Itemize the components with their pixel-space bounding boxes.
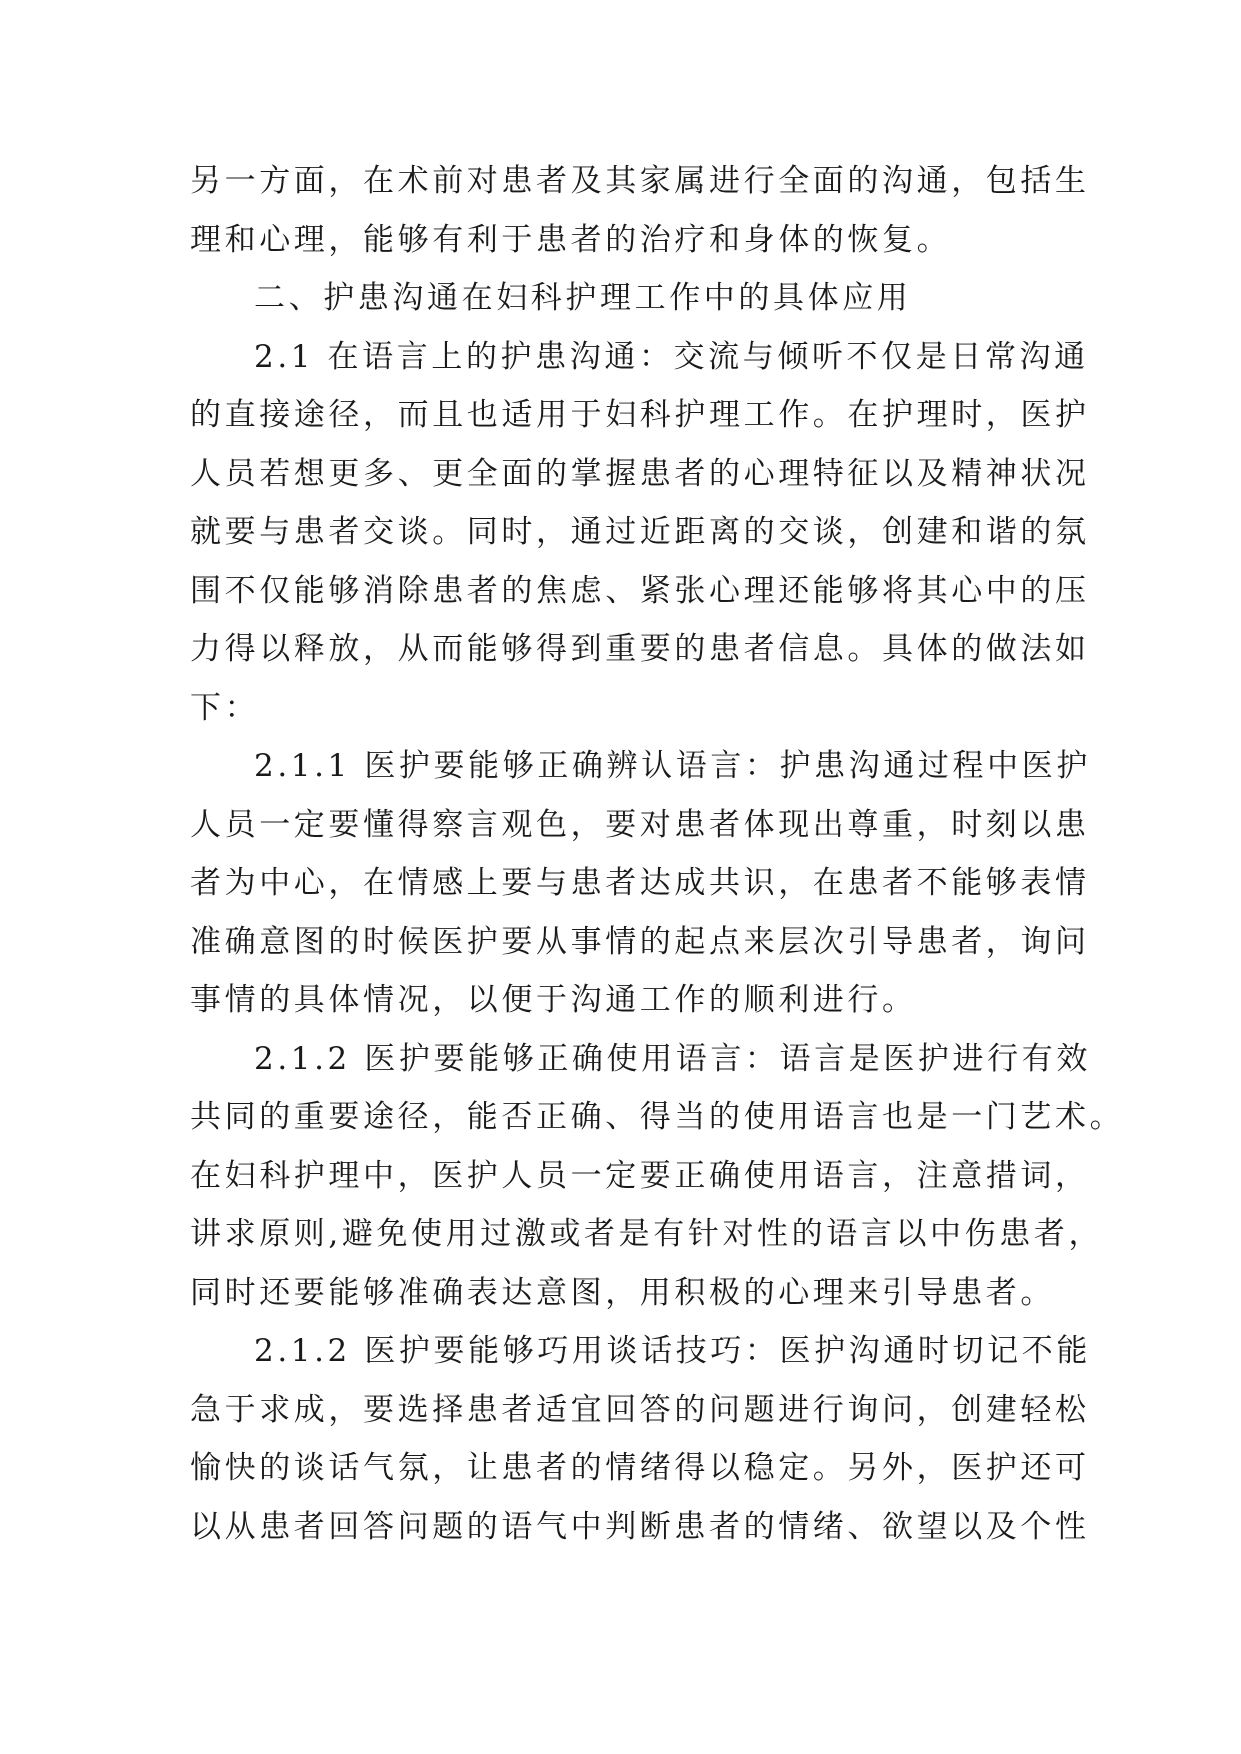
text-line: 2.1.2 医护要能够巧用谈话技巧：医护沟通时切记不能 bbox=[254, 1333, 1091, 1369]
text-line: 2.1.1 医护要能够正确辨认语言：护患沟通过程中医护 bbox=[254, 748, 1091, 784]
text-line: 同时还要能够准确表达意图，用积极的心理来引导患者。 bbox=[190, 1274, 1055, 1311]
text-line: 者为中心，在情感上要与患者达成共识，在患者不能够表情 bbox=[190, 865, 1090, 901]
text-line: 就要与患者交谈。同时，通过近距离的交谈，创建和谐的氛 bbox=[190, 514, 1090, 550]
text-line: 以从患者回答问题的语气中判断患者的情绪、欲望以及个性 bbox=[190, 1508, 1090, 1545]
text-line: 准确意图的时候医护要从事情的起点来层次引导患者，询问 bbox=[190, 923, 1090, 960]
text-line: 人员一定要懂得察言观色，要对患者体现出尊重，时刻以患 bbox=[190, 806, 1090, 843]
text-line: 急于求成，要选择患者适宜回答的问题进行询问，创建轻松 bbox=[190, 1391, 1090, 1428]
text-line: 2.1.2 医护要能够正确使用语言：语言是医护进行有效 bbox=[254, 1040, 1091, 1077]
text-line: 2.1 在语言上的护患沟通：交流与倾听不仅是日常沟通 bbox=[254, 338, 1089, 375]
text-line: 事情的具体情况，以便于沟通工作的顺利进行。 bbox=[190, 982, 917, 1018]
text-line: 另一方面，在术前对患者及其家属进行全面的沟通，包括生 bbox=[190, 163, 1090, 199]
text-line: 理和心理，能够有利于患者的治疗和身体的恢复。 bbox=[190, 221, 952, 258]
text-line: 人员若想更多、更全面的掌握患者的心理特征以及精神状况 bbox=[190, 455, 1090, 492]
text-line: 下： bbox=[190, 689, 260, 726]
text-line: 讲求原则,避免使用过激或者是有针对性的语言以中伤患者， bbox=[190, 1216, 1104, 1252]
text-line: 力得以释放，从而能够得到重要的患者信息。具体的做法如 bbox=[190, 631, 1090, 667]
text-line: 二、护患沟通在妇科护理工作中的具体应用 bbox=[254, 280, 912, 316]
text-line: 围不仅能够消除患者的焦虑、紧张心理还能够将其心中的压 bbox=[190, 572, 1090, 609]
text-line: 愉快的谈话气氛，让患者的情绪得以稳定。另外，医护还可 bbox=[190, 1450, 1090, 1486]
document-body-text bbox=[190, 152, 1125, 1556]
text-line: 共同的重要途径，能否正确、得当的使用语言也是一门艺术。 bbox=[190, 1099, 1125, 1135]
text-line: 的直接途径，而且也适用于妇科护理工作。在护理时，医护 bbox=[190, 397, 1090, 433]
text-line: 在妇科护理中，医护人员一定要正确使用语言，注意措词， bbox=[190, 1157, 1090, 1194]
